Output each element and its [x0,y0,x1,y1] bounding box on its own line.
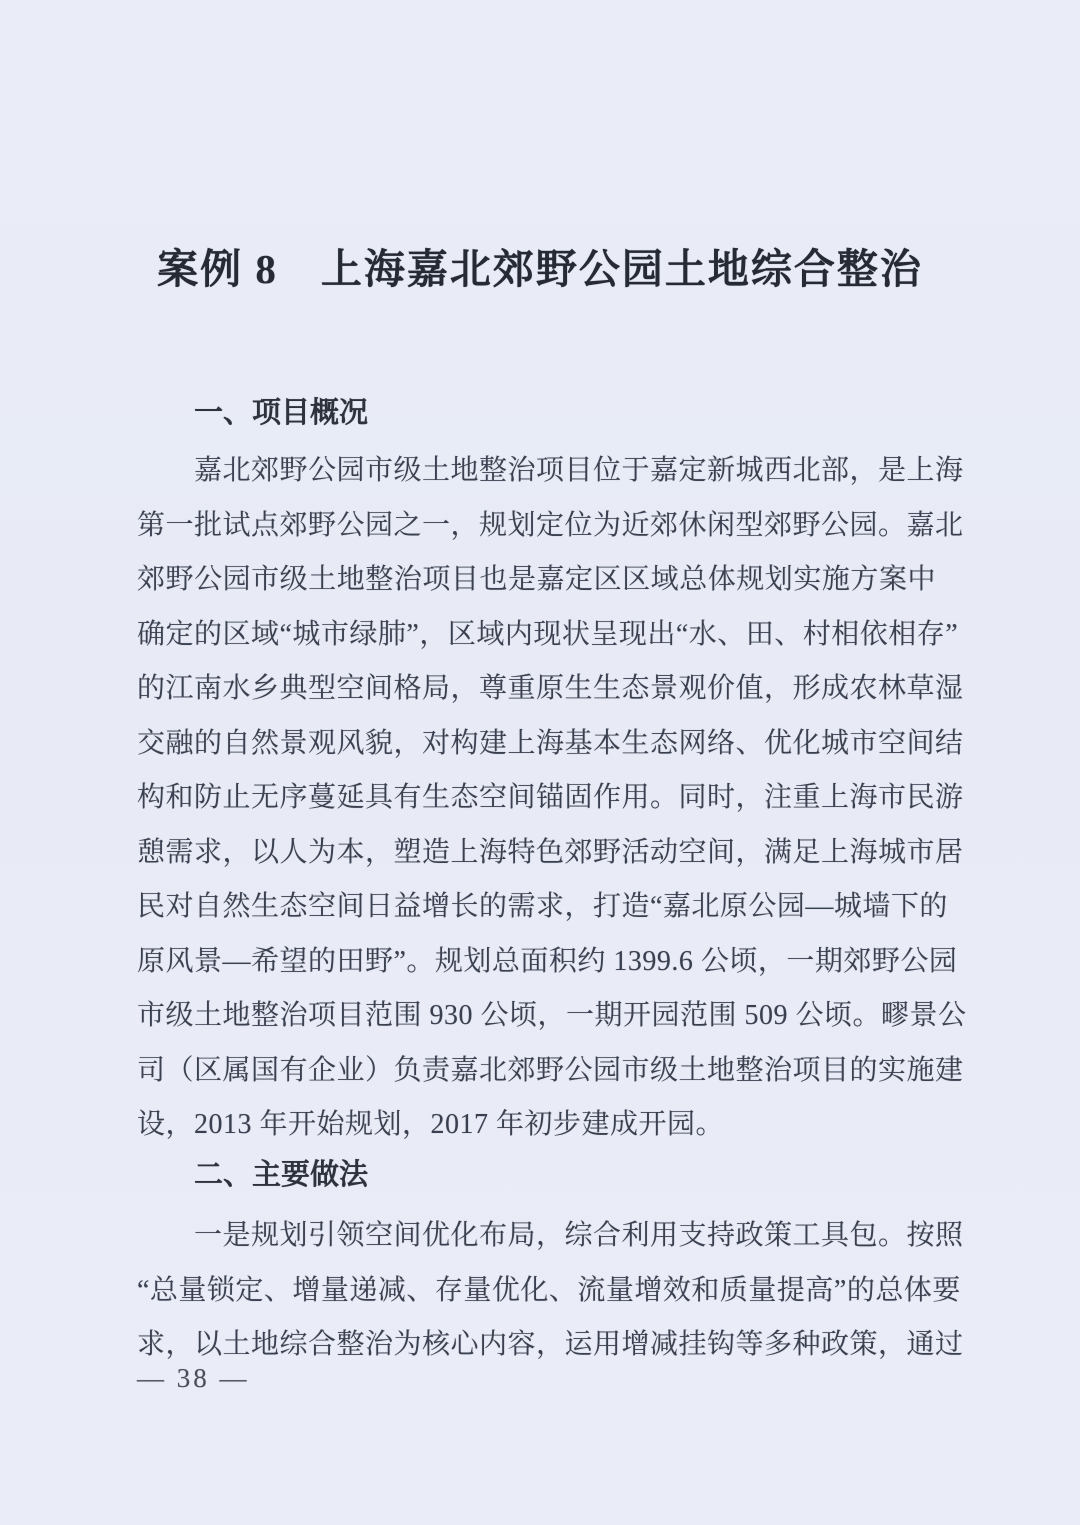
document-title: 案例 8 上海嘉北郊野公园土地综合整治 [157,246,923,292]
paragraph-line: “总量锁定、增量递减、存量优化、流量增效和质量提高”的总体要 [137,1274,961,1306]
paragraph-line: 一是规划引领空间优化布局，综合利用支持政策工具包。按照 [194,1220,964,1251]
paragraph-line: 原风景—希望的田野”。规划总面积约 1399.6 公顷，一期郊野公园 [137,945,958,977]
paragraph-line: 第一批试点郊野公园之一，规划定位为近郊休闲型郊野公园。嘉北 [137,509,964,541]
paragraph-line: 求，以土地综合整治为核心内容，运用增减挂钩等多种政策，通过 [137,1329,964,1360]
paragraph-project-overview [137,444,967,1153]
paragraph-line: 构和防止无序蔓延具有生态空间锚固作用。同时，注重上海市民游 [137,782,964,813]
paragraph-line: 郊野公园市级土地整治项目也是嘉定区区域总体规划实施方案中 [137,564,936,595]
paragraph-main-practices [137,1209,964,1373]
paragraph-line: 确定的区域“城市绿肺”，区域内现状呈现出“水、田、村相依相存” [137,618,959,650]
section-heading-main-practices: 二、主要做法 [194,1159,369,1191]
paragraph-line: 嘉北郊野公园市级土地整治项目位于嘉定新城西北部，是上海 [194,455,964,486]
paragraph-line: 司（区属国有企业）负责嘉北郊野公园市级土地整治项目的实施建 [137,1054,964,1086]
paragraph-line: 交融的自然景观风貌，对构建上海基本生态网络、优化城市空间结 [137,727,964,759]
paragraph-line: 民对自然生态空间日益增长的需求，打造“嘉北原公园—城墙下的 [137,891,948,922]
paragraph-line: 市级土地整治项目范围 930 公顷，一期开园范围 509 公顷。疁景公 [137,1000,967,1031]
page-number: — 38 — [137,1363,250,1393]
paragraph-line: 设，2013 年开始规划，2017 年初步建成开园。 [137,1109,725,1140]
paragraph-line: 憩需求，以人为本，塑造上海特色郊野活动空间，满足上海城市居 [137,836,964,868]
section-heading-project-overview: 一、项目概况 [194,397,369,429]
paragraph-line: 的江南水乡典型空间格局，尊重原生生态景观价值，形成农林草湿 [137,673,964,704]
